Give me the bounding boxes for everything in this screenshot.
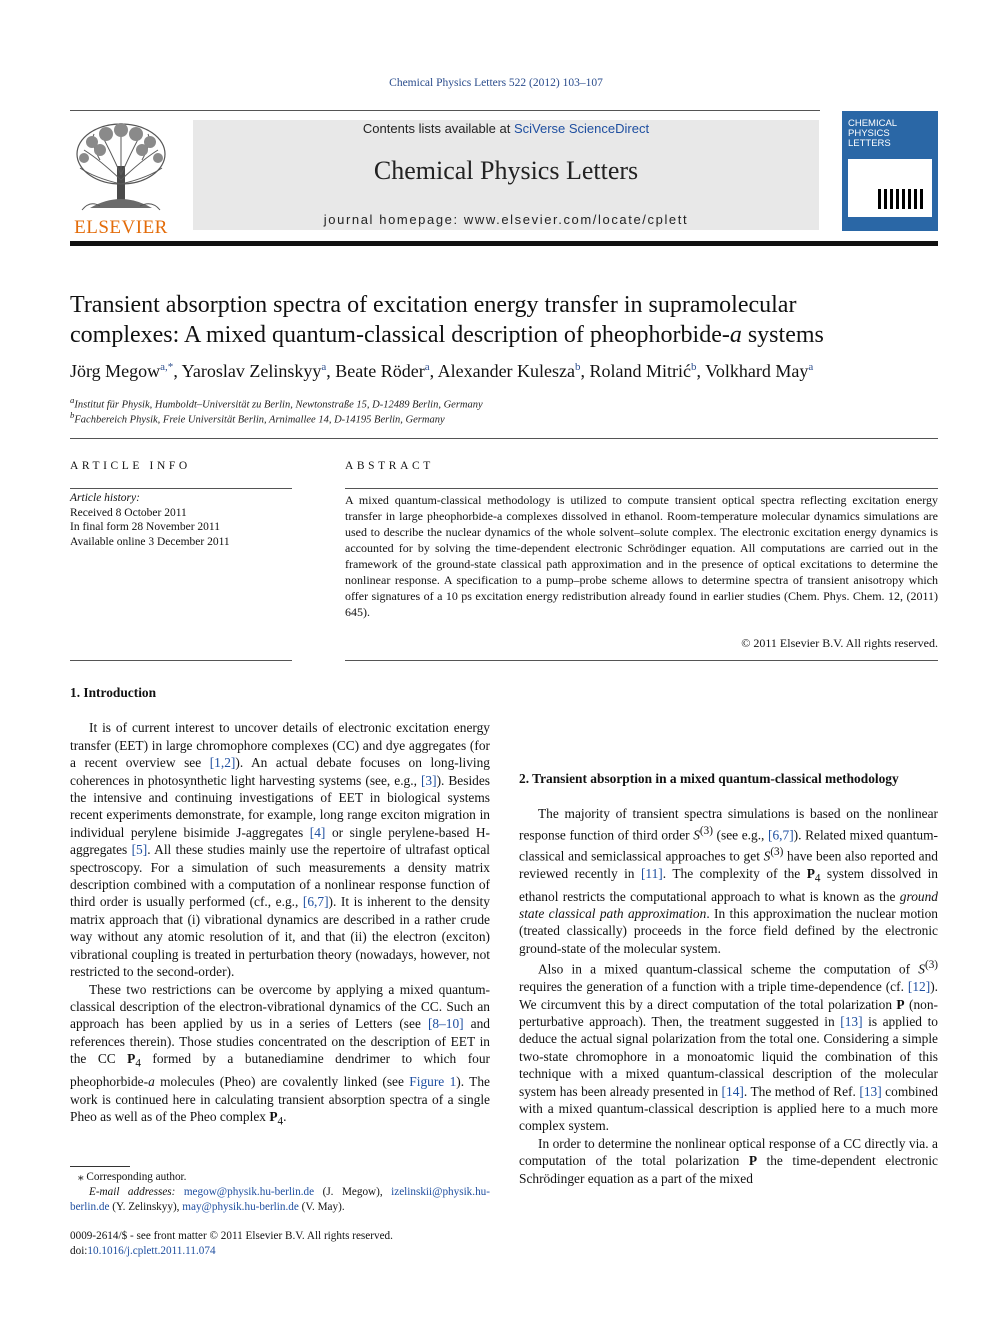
subscript: 4 [135, 1057, 141, 1070]
author-affil-mark[interactable]: b [691, 361, 697, 373]
italic-symbol: S [693, 827, 700, 843]
author[interactable] [590, 361, 706, 381]
text-run: In order to determine the nonlinear optical response of a CC directly via. a computation of the total polarization [519, 1135, 938, 1169]
text-run: . All these studies mainly use the repertoire of ultrafast optical spectroscopy. For a simulation of such measurements a density matrix description combined with a computation of a nonlinear response function of third order is usually performed (cf., e.g., [70, 842, 490, 910]
method-paragraph-1 [519, 805, 938, 957]
italic-symbol: a [148, 1074, 155, 1090]
abstract-copyright: © 2011 Elsevier B.V. All rights reserved. [741, 636, 938, 650]
email-owner: (Y. Zelinskyy), [109, 1201, 183, 1213]
author-affil-mark[interactable]: a [808, 361, 814, 373]
doi-label: doi: [70, 1245, 88, 1257]
history-item: Available online 3 December 2011 [70, 535, 230, 548]
text-run: . [283, 1109, 287, 1125]
author-sep: , [173, 361, 182, 381]
text-run: . In this approximation the nuclear motion (treated classically) proceeds in the force field defined by the electronic ground-state of the molecular system. [519, 906, 938, 956]
method-paragraph-2 [519, 957, 938, 1135]
text-run: . The complexity of the [662, 865, 807, 881]
subscript: 4 [814, 872, 821, 885]
elsevier-logo [70, 120, 172, 238]
text-run: system dissolved in ethanol restricts the computational approach to what is known as the [519, 865, 938, 904]
header-rule [70, 241, 938, 246]
author-name: Roland Mitrić [589, 361, 692, 381]
cover-image [848, 159, 932, 217]
author[interactable] [705, 361, 813, 381]
info-bottom-rule [70, 660, 292, 661]
superscript: (3) [699, 824, 713, 837]
text-run: ). It is inherent to the density matrix approach that (i) vibrational dynamics are described in a rather crude way without any atomic resolution of it, and that (ii) the electron (exciton) vibrational coupling is treated in perturbation theory (nowadays, however, not restricted to the second-order). [70, 894, 490, 980]
intro-paragraph-2 [70, 981, 490, 1132]
abstract-bottom-rule [345, 660, 938, 661]
sciencedirect-link[interactable]: SciVerse ScienceDirect [513, 121, 650, 136]
article-info-heading: ARTICLE INFO [70, 460, 191, 472]
article-history [70, 491, 292, 549]
left-column [70, 684, 490, 1131]
title-line-2-end: systems [741, 322, 824, 348]
journal-cover [842, 111, 938, 231]
cover-line: CHEMICAL [848, 118, 898, 129]
reference-link[interactable]: [4] [309, 824, 326, 840]
footnote-rule [70, 1166, 130, 1167]
text-run: molecules (Pheo) are covalently linked (see [154, 1074, 410, 1090]
text-run: . The method of Ref. [743, 1083, 860, 1099]
text-run: ). Besides the intensive and continuing investigations of EET in biological systems recent experiments demonstrate, for example, long range exciton migration in individual perylene bisimide J-aggregates [70, 772, 491, 840]
issn-line: 0009-2614/$ - see front matter © 2011 Elsevier B.V. All rights reserved. [70, 1230, 393, 1242]
right-column [519, 684, 938, 1187]
cover-line: PHYSICS [848, 128, 890, 139]
author-name: Beate Röder [335, 361, 425, 381]
article-title [70, 290, 938, 350]
author[interactable] [438, 361, 590, 381]
doi-link[interactable]: 10.1016/j.cplett.2011.11.074 [87, 1245, 216, 1257]
author-sep: , [696, 361, 706, 381]
author[interactable] [335, 361, 437, 381]
text-run: These two restrictions can be overcome by applying a mixed quantum-classical description of the electron-vibrational dynamics of the CC. Such an approach has been applied by us in a series of Letters (see [70, 981, 490, 1032]
email-owner: (J. Megow), [314, 1186, 392, 1198]
text-run: and references therein). Those studies concentrated on the description of EET in the CC [70, 1016, 490, 1067]
publisher-name: ELSEVIER [74, 217, 168, 238]
text-run: have been also reported and reviewed recently in [519, 848, 938, 881]
tree-logo-icon [70, 120, 172, 216]
reference-link[interactable]: [11] [640, 865, 663, 881]
text-run: (see e.g., [712, 827, 768, 843]
info-rule [70, 488, 292, 489]
author-sep: , [580, 361, 590, 381]
affiliation-b [70, 410, 938, 426]
italic-symbol: S [763, 848, 771, 864]
author-sep: , [326, 361, 336, 381]
reference-link[interactable]: [1,2] [209, 755, 236, 771]
abstract-text: A mixed quantum-classical methodology is utilized to compute transient optical spectra reflecting excitation energy transfer in large pheophorbide-a complexes dissolved in ethanol. Room-temperature molecular dynamics simulations are used to describe the nuclear dynamics of the whole solvent–solute complex. The electronic excitation energy dynamics is accounted for by solving the time-dependent electronic Schrödinger equation. All computations are carried out in the framework of the ground-state classical path approximation and in the presence of optical excitations to determine the nonlinear response. A specification to a pump–probe scheme allows to determine spectra of transient anisotropy which offer signatures of a 10 ps excitation energy redistribution already found in earlier studies (Chem. Phys. Chem. 12, (2011) 645). [345, 493, 938, 619]
author-name: Jörg Megow [70, 361, 161, 381]
text-run: ). We circumvent this by a direct computation of the total polarization [519, 979, 938, 1012]
text-run: requires the generation of a function with a triple time-dependence (cf. [519, 979, 908, 995]
history-item: In final form 28 November 2011 [70, 521, 220, 534]
journal-homepage[interactable]: journal homepage: www.elsevier.com/locate/cplett [323, 212, 689, 227]
italic-term: ground state classical path approximation [519, 888, 938, 922]
author-name: Alexander Kulesza [437, 361, 576, 381]
author-name: Volkhard May [705, 361, 809, 381]
reference-link[interactable]: [3] [420, 772, 437, 788]
email-label: E-mail addresses: [89, 1186, 176, 1198]
email-owner: (V. May). [298, 1201, 345, 1213]
text-run: Also in a mixed quantum-classical scheme the computation of [538, 961, 919, 977]
author-affil-mark[interactable]: a,* [160, 361, 174, 373]
affiliation-text: Fachbereich Physik, Freie Universität Berlin, Arnimallee 14, D-14195 Berlin, Germany [74, 414, 445, 426]
journal-citation: Chemical Physics Letters 522 (2012) 103–107 [389, 77, 603, 89]
email-addresses [70, 1185, 490, 1215]
superscript: (3) [924, 959, 938, 972]
text-run: is applied to deduce the actual signal polarization from the total one. Considering a simple two-state chromophore in a monoatomic liquid the combination of this technique with a mixed quantum-classical description of the molecular system has been already presented in [519, 1013, 938, 1099]
bold-symbol: P [748, 1153, 757, 1169]
reference-link[interactable]: [5] [131, 842, 148, 858]
history-item: Received 8 October 2011 [70, 506, 187, 519]
text-run: the time-dependent electronic Schrödinger equation as a part of the mixed [519, 1153, 938, 1186]
reference-link[interactable]: [14] [721, 1083, 744, 1099]
cover-spectrum-icon [878, 189, 926, 209]
section-heading-methodology: 2. Transient absorption in a mixed quantum-classical methodology [519, 771, 899, 786]
title-line-1: Transient absorption spectra of excitation energy transfer in supramolecular [70, 292, 797, 318]
corresponding-author: ⁎ Corresponding author. [78, 1171, 187, 1183]
reference-link[interactable]: [13] [859, 1083, 882, 1099]
doi-line [70, 1244, 490, 1259]
footnote [70, 1170, 490, 1215]
abstract-rule [345, 488, 938, 489]
header-divider [70, 110, 820, 111]
author[interactable] [70, 361, 182, 381]
title-line-2: complexes: A mixed quantum-classical description of pheophorbide- [70, 322, 730, 348]
email-link[interactable]: may@physik.hu-berlin.de [182, 1201, 299, 1213]
author-affil-mark[interactable]: a [424, 361, 430, 373]
affiliation-text: Institut für Physik, Humboldt–Universität zu Berlin, Newtonstraße 15, D-12489 Berlin, Germany [74, 399, 483, 411]
text-run: ). Related mixed quantum-classical and semiclassical approaches to get [519, 827, 938, 864]
author[interactable] [182, 361, 336, 381]
figure-link[interactable]: Figure 1 [409, 1074, 457, 1090]
reference-link[interactable]: [12] [907, 979, 931, 995]
text-run: (non-perturbative approach). Then, the treatment suggested in [519, 996, 939, 1029]
text-run: formed by a butanediamine dendrimer to which four pheophorbide- [70, 1051, 490, 1090]
superscript: (3) [770, 845, 784, 858]
bold-symbol: P [806, 865, 815, 881]
contents-line [193, 121, 819, 136]
journal-title: Chemical Physics Letters [373, 156, 639, 185]
bold-symbol: P [127, 1051, 136, 1067]
text-run: or single perylene-based H-aggregates [70, 824, 490, 858]
text-run: The majority of transient spectra simulations is based on the nonlinear response function of third order [519, 806, 938, 843]
author-list [70, 361, 938, 382]
text-run: It is of current interest to uncover details of electronic excitation energy transfer (EET) in large chromophore complexes (CC) and dye aggregates (for a recent overview see [70, 720, 490, 771]
cover-line: LETTERS [848, 138, 891, 149]
author-affil-mark[interactable]: a [321, 361, 327, 373]
affiliation-mark: a [70, 395, 75, 405]
subscript: 4 [277, 1115, 284, 1128]
title-italic: a [729, 322, 742, 348]
reference-link[interactable]: [8–10] [427, 1016, 464, 1032]
author-affil-mark[interactable]: b [575, 361, 581, 373]
reference-link[interactable]: [13] [840, 1013, 863, 1029]
bold-symbol: P [896, 996, 905, 1012]
page-footer [70, 1229, 490, 1259]
italic-symbol: S [918, 961, 925, 977]
reference-link[interactable]: [6,7] [768, 827, 794, 843]
author-name: Yaroslav Zelinskyy [181, 361, 322, 381]
email-link[interactable]: izelinskii@physik.hu-berlin.de [70, 1186, 490, 1213]
history-label: Article history: [70, 492, 140, 504]
text-run: ). The work is continued here in calculating transient absorption spectra of a single Pheo as well as of the Pheo complex [70, 1074, 490, 1125]
reference-link[interactable]: [6,7] [302, 894, 329, 910]
cover-title [842, 111, 938, 149]
affiliation-a [70, 395, 938, 411]
affiliation-mark: b [70, 410, 75, 420]
author-sep: , [429, 361, 438, 381]
intro-paragraph-1 [70, 719, 490, 980]
affiliation-divider [70, 438, 938, 439]
contents-prefix: Contents lists available at [362, 121, 514, 136]
abstract-heading: ABSTRACT [345, 460, 434, 472]
method-paragraph-3 [519, 1135, 938, 1187]
email-link[interactable]: megow@physik.hu-berlin.de [183, 1186, 315, 1198]
section-heading-introduction: 1. Introduction [70, 685, 157, 700]
bold-symbol: P [269, 1109, 278, 1125]
text-run: combined with a mixed quantum-classical description is applied here to a much more complex system. [519, 1083, 938, 1134]
text-run: ). An actual debate focuses on long-living coherences in photosynthetic light harvesting systems (see, e.g., [70, 755, 490, 788]
